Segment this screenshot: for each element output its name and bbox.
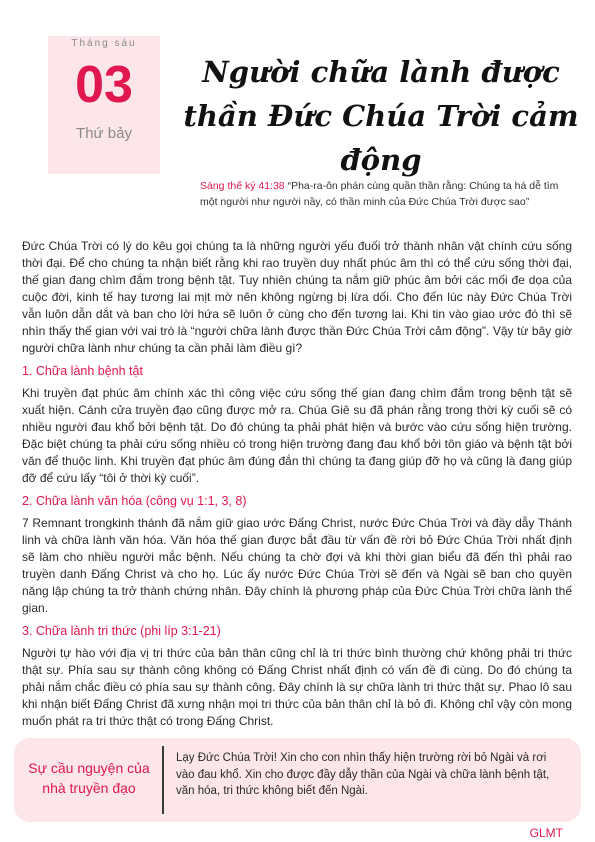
page-title <box>176 50 586 182</box>
prayer-label: Sự cầu nguyện của nhà truyền đạo <box>28 760 150 796</box>
date-day: 03 <box>75 56 133 114</box>
verse-text: “Pha-ra-ôn phán cùng quần thần rằng: Chúng ta há dễ tìm một người như người nầy, có thần minh của Đức Chúa Trời được sao” <box>200 180 559 208</box>
intro-paragraph: Đức Chúa Trời có lý do kêu gọi chúng ta là những người yếu đuối trở thành nhân vật chính cứu sống thời đại. Để cho chúng ta nhận biết rằng khi rao truyền duy nhất phúc âm thì có thể cứu sống thời đại, thế gian đang chìm đắm trong bệnh tật. Tuy nhiên chúng ta nắm giữ phúc âm bởi các mối đe dọa của cuộc đời, kinh tế hay tương lai mịt mờ nên không ngừng bị lừa dối. Cho đến lúc này Đức Chúa Trời vẫn luôn dẫn dắt và ban cho lời hứa sẽ luôn ở cùng cho đến tương lai. Khi tin vào giao ước đó thì sẽ nhìn thấy thế gian với vai trò là “người chữa lành được thần Đức Chúa Trời cảm động”. Vậy từ bây giờ người chữa lành như chúng ta cần phải làm điều gì? <box>22 239 572 355</box>
section-heading-1: 1. Chữa lành bệnh tật <box>22 364 143 378</box>
date-weekday: Thứ bảy <box>76 125 132 142</box>
title-line-2: thần Đức Chúa Trời cảm động <box>183 99 579 177</box>
section-heading-3: 3. Chữa lành tri thức (phi líp 3:1-21) <box>22 624 221 638</box>
prayer-divider <box>162 746 164 814</box>
section-body-3: Người tự hào với địa vị tri thức của bản thân cũng chỉ là tri thức bình thường chứ không phải tri thức thật sự. Phía sau sự thành công không có Đấng Christ nhất định có vấn đề đi cùng. Do đó chúng ta phải nắm chắc điều có phía sau sự thành công. Đây chính là sự chữa lành tri thức thật sự. Phao lô sau khi nhận biết Đấng Christ đã xưng nhận mọi tri thức của bản thân chỉ là bỏ đi. Không chỉ vậy còn mong muốn phát ra tri thức thật có trong Đấng Christ. <box>22 646 572 728</box>
verse-reference: Sáng thế ký 41:38 <box>200 180 285 192</box>
date-month: Tháng sáu <box>71 38 137 49</box>
section-heading-2: 2. Chữa lành văn hóa (công vụ 1:1, 3, 8) <box>22 494 247 508</box>
scripture-verse <box>200 178 575 210</box>
section-body-2: 7 Remnant trongkinh thánh đã nắm giữ giao ước Đấng Christ, nước Đức Chúa Trời và đầy dẫy Thánh linh và chữa lành văn hóa. Văn hóa thế gian được bắt đầu từ vấn đề rời bỏ Đức Chúa Trời nhất định sẽ làm cho nhiều người mắc bệnh. Nếu chúng ta chờ đợi và khi thời gian biểu đã đến thì phải rao truyền danh Đấng Christ và cho họ. Lúc ấy nước Đức Chúa Trời sẽ đến và Ngài sẽ ban cho quyền năng lập chúng ta trở thành chứng nhân. Đây chính là phương pháp của Đức Chúa Trời chữa lành thế gian. <box>22 516 572 615</box>
prayer-box <box>14 738 581 822</box>
date-box <box>48 36 160 174</box>
title-line-1: Người chữa lành được <box>202 55 560 89</box>
article-body <box>22 238 572 736</box>
footer-brand: GLMT <box>529 826 563 840</box>
section-body-1: Khi truyền đạt phúc âm chính xác thì công việc cứu sống thế gian đang chìm đắm trong bệnh tật sẽ xuất hiện. Cánh cửa truyền đạo cũng được mở ra. Chúa Giê su đã phán rằng trong thời kỳ cuối sẽ có nhiều người đau khổ bởi bệnh tật. Do đó chúng ta phải phát hiện và bước vào cứu sống hiện trường. Đặc biệt chúng ta phải cứu sống nhiều có trong hiện trường đang đau khổ bởi tôn giáo và bệnh tật bởi văn để thuộc linh. Khi truyền đạt phúc âm đúng đắn thì chúng ta đang giúp đỡ họ và cũng là đang giúp đỡ để cứu lấy “tôi ở thời kỳ cuối”. <box>22 386 572 485</box>
prayer-text: Lạy Đức Chúa Trời! Xin cho con nhìn thấy hiện trường rời bỏ Ngài và rơi vào đau khổ. Xin cho được đầy dẫy thần của Ngài và chữa lành bệnh tật, văn hóa, tri thức không biết đến Ngài. <box>176 752 550 797</box>
